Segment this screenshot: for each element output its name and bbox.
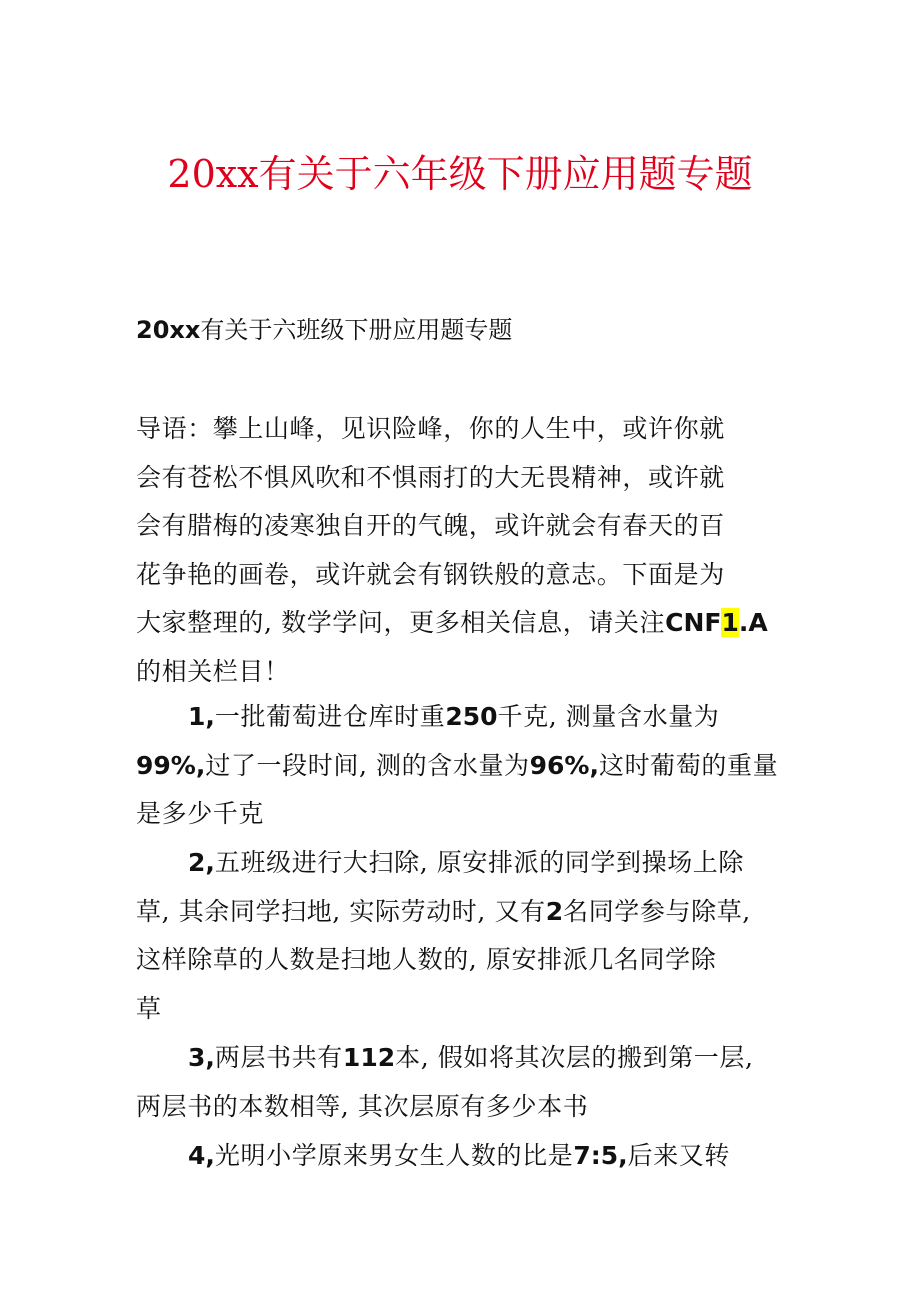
subtitle-text: 有关于六班级下册应用题专题 [200, 316, 513, 344]
question-2 [136, 839, 796, 1033]
question-line: 两层书的本数相等, 其次层原有多少本书 [136, 1091, 589, 1121]
question-number: 3, [188, 1043, 215, 1072]
question-number: 2, [188, 848, 215, 877]
question-line: 草, 其余同学扫地, 实际劳动时, 又有2名同学参与除草, [136, 896, 751, 926]
question-3 [136, 1034, 796, 1131]
brand-text: CNF1.A [665, 608, 768, 637]
subtitle-year: 20xx [136, 316, 201, 344]
question-line: 是多少千克 [136, 799, 265, 828]
question-line: 4,光明小学原来男女生人数的比是7:5,后来又转 [188, 1141, 731, 1170]
highlight-mark: 1 [721, 608, 739, 637]
document-title: 20xx有关于六年级下册应用题专题 [167, 152, 753, 196]
question-line: 这样除草的人数是扫地人数的, 原安排派几名同学除 [136, 945, 717, 974]
intro-line: 花争艳的画卷，或许就会有钢铁般的意志。下面是为 [136, 559, 725, 589]
intro-line [136, 599, 796, 648]
question-line: 1,一批葡萄进仓库时重250千克, 测量含水量为 [188, 702, 720, 731]
question-number: 4, [188, 1141, 215, 1170]
intro-line: 的相关栏目！ [136, 656, 290, 686]
question-line: 2,五班级进行大扫除, 原安排派的同学到操场上除 [188, 848, 745, 877]
intro-line: 会有苍松不惧风吹和不惧雨打的大无畏精神，或许就 [136, 462, 725, 492]
question-1 [136, 693, 796, 839]
document-subtitle [136, 312, 512, 348]
intro-text: 大家整理的, 数学学问，更多相关信息，请关注 [136, 608, 666, 637]
intro-line: 导语：攀上山峰，见识险峰，你的人生中，或许你就 [136, 414, 725, 443]
question-number: 1, [188, 702, 215, 731]
intro-paragraph [136, 405, 796, 696]
question-line: 3,两层书共有112本, 假如将其次层的搬到第一层, [188, 1043, 754, 1072]
question-4 [136, 1132, 796, 1181]
intro-line: 会有腊梅的凌寒独自开的气魄，或许就会有春天的百 [136, 511, 725, 540]
question-line: 99%,过了一段时间, 测的含水量为96%,这时葡萄的重量 [136, 750, 779, 780]
question-line: 草 [136, 993, 162, 1023]
